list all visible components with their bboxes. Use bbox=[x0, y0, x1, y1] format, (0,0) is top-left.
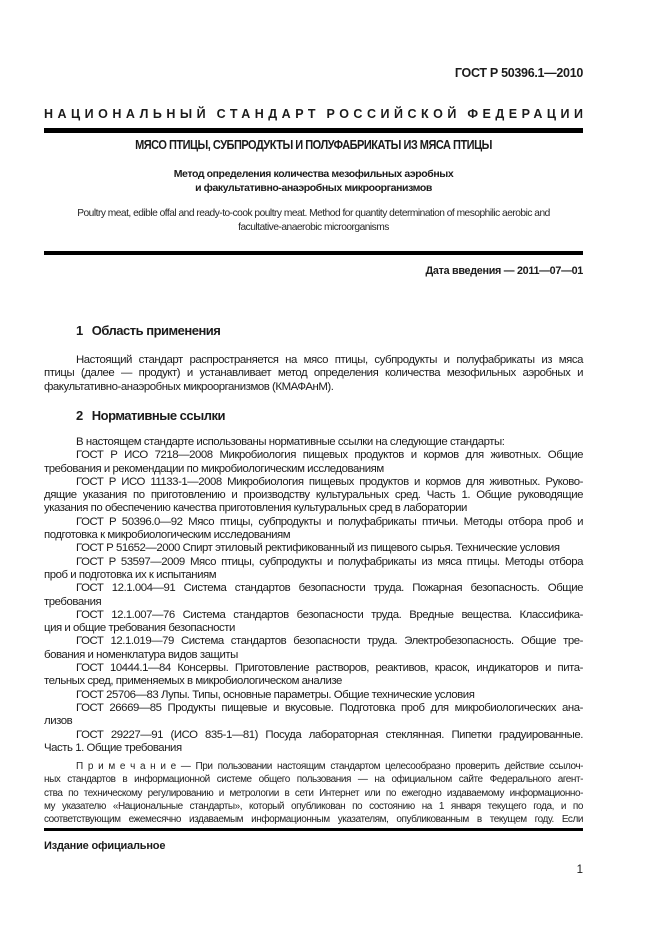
text-line: ГОСТ 12.1.007—76 Система стандартов безопасности труда. Вредные вещества. Классифика- bbox=[76, 608, 583, 621]
spaced-word: НАЦИОНАЛЬНЫЙ bbox=[44, 107, 211, 121]
text-line: проб и подготовка их к испытаниям bbox=[44, 568, 217, 581]
text-line: дящие указания по приготовлению и производству культуральных сред. Часть 1. Общие руководящие bbox=[44, 489, 583, 502]
main-title: МЯСО ПТИЦЫ, СУБПРОДУКТЫ И ПОЛУФАБРИКАТЫ ИЗ МЯСА ПТИЦЫ bbox=[135, 138, 492, 153]
text-line: ция и общие требования безопасности bbox=[44, 622, 235, 635]
text-line: ГОСТ 26669—85 Продукты пищевые и вкусовые. Подготовка проб для микробиологических ана- bbox=[76, 701, 583, 714]
section-2-number: 2 bbox=[76, 408, 83, 423]
text-line: В настоящем стандарте использованы нормативные ссылки на следующие стандарты: bbox=[76, 436, 505, 448]
text-line: ства по техническому регулированию и метрологии в сети Интернет или по ежегодно издаваемому информационно- bbox=[44, 787, 583, 799]
text-line: П р и м е ч а н и е — При пользовании настоящим стандартом целесообразно проверить действие ссылоч- bbox=[76, 761, 583, 772]
doc-number: ГОСТ Р 50396.1—2010 bbox=[454, 66, 583, 80]
edition-label: Издание официальное bbox=[44, 840, 166, 852]
text-line: Poultry meat, edible offal and ready-to-cook poultry meat. Method for quantity determination of mesophilic aerobic and bbox=[77, 208, 550, 219]
text-line: подготовка к микробиологическим исследованиям bbox=[44, 529, 291, 542]
text-line: лизов bbox=[44, 715, 73, 728]
text-line: му указателю «Национальные стандарты», который опубликован по состоянию на 1 января текущего года, и по bbox=[44, 800, 583, 812]
text-line: ГОСТ Р 50396.0—92 Мясо птицы, субпродукты и полуфабрикаты птичьи. Методы отбора проб и bbox=[76, 515, 583, 528]
text-line: Метод определения количества мезофильных аэробных bbox=[173, 168, 454, 180]
section-2-title: Нормативные ссылки bbox=[91, 408, 225, 423]
subtitle-russian bbox=[44, 167, 583, 196]
subtitle-english bbox=[44, 207, 583, 235]
spaced-word: ФЕДЕРАЦИИ bbox=[467, 107, 588, 121]
spaced-word: СТАНДАРТ bbox=[216, 107, 320, 121]
header-rule-bottom bbox=[44, 251, 583, 255]
text-line: ГОСТ Р ИСО 11133-1—2008 Микробиология пищевых продуктов и кормов для животных. Руково- bbox=[76, 475, 583, 488]
text-line: факультативно-анаэробных микроорганизмов (КМАФАнМ). bbox=[44, 380, 334, 393]
header-rule-top bbox=[44, 128, 583, 133]
text-line: ГОСТ 29227—91 (ИСО 835-1—81) Посуда лабораторная стеклянная. Пипетки градуированные. bbox=[76, 728, 583, 741]
section-1-title: Область применения bbox=[91, 323, 221, 338]
text-line: и факультативно-анаэробных микроорганизмов bbox=[195, 182, 432, 195]
text-line: ГОСТ 25706—83 Лупы. Типы, основные параметры. Общие технические условия bbox=[76, 688, 475, 701]
text-line: ГОСТ Р ИСО 7218—2008 Микробиология пищевых продуктов и кормов для животных. Общие bbox=[76, 449, 583, 462]
text-line: Часть 1. Общие требования bbox=[44, 741, 182, 754]
spaced-word: РОССИЙСКОЙ bbox=[326, 107, 461, 121]
text-line: соответствующим ежемесячно издаваемым информационным указателям, опубликованным в текущем году. Если bbox=[44, 814, 583, 825]
text-line: ГОСТ Р 53597—2009 Мясо птицы, субпродукты и полуфабрикаты из мяса птицы. Методы отбора bbox=[76, 555, 583, 568]
section-1-heading bbox=[44, 323, 615, 338]
text-line: указания по обеспечению качества приготовления культуральных сред в лаборатории bbox=[44, 502, 467, 515]
text-line: тельных сред, применяемых в микробиологическом анализе bbox=[44, 675, 342, 688]
references-list bbox=[44, 436, 583, 755]
text-line: ГОСТ 12.1.004—91 Система стандартов безопасности труда. Пожарная безопасность. Общие bbox=[76, 582, 583, 595]
section-1-paragraph bbox=[44, 354, 583, 394]
text-line: требования и рекомендации по микробиологическим исследованиям bbox=[44, 462, 384, 475]
page-number: 1 bbox=[576, 864, 583, 876]
effective-date: Дата введения — 2011—07—01 bbox=[425, 265, 583, 277]
federation-standard-line bbox=[44, 107, 588, 121]
text-line: ГОСТ 10444.1—84 Консервы. Приготовление растворов, реактивов, красок, индикаторов и пита- bbox=[76, 662, 583, 675]
footer-rule bbox=[44, 828, 583, 831]
text-line: птицы (далее — продукт) и устанавливает метод определения количества мезофильных аэробных и bbox=[44, 367, 583, 380]
text-line: бования и номенклатура видов защиты bbox=[44, 648, 238, 661]
text-line: facultative-anaerobic microorganisms bbox=[238, 222, 389, 234]
text-line: ГОСТ Р 51652—2000 Спирт этиловый ректификованный из пищевого сырья. Технические условия bbox=[76, 542, 560, 555]
text-line: ГОСТ 12.1.019—79 Система стандартов безопасности труда. Электробезопасность. Общие тре- bbox=[76, 635, 583, 648]
text-line: Настоящий стандарт распространяется на мясо птицы, субпродукты и полуфабрикаты из мяса bbox=[76, 354, 583, 366]
text-line: ных стандартов в информационной системе общего пользования — на официальном сайте Федерального агент- bbox=[44, 774, 583, 786]
section-2-heading bbox=[44, 408, 615, 423]
section-1-number: 1 bbox=[76, 323, 83, 338]
note-block bbox=[44, 760, 583, 826]
text-line: требования bbox=[44, 595, 102, 608]
